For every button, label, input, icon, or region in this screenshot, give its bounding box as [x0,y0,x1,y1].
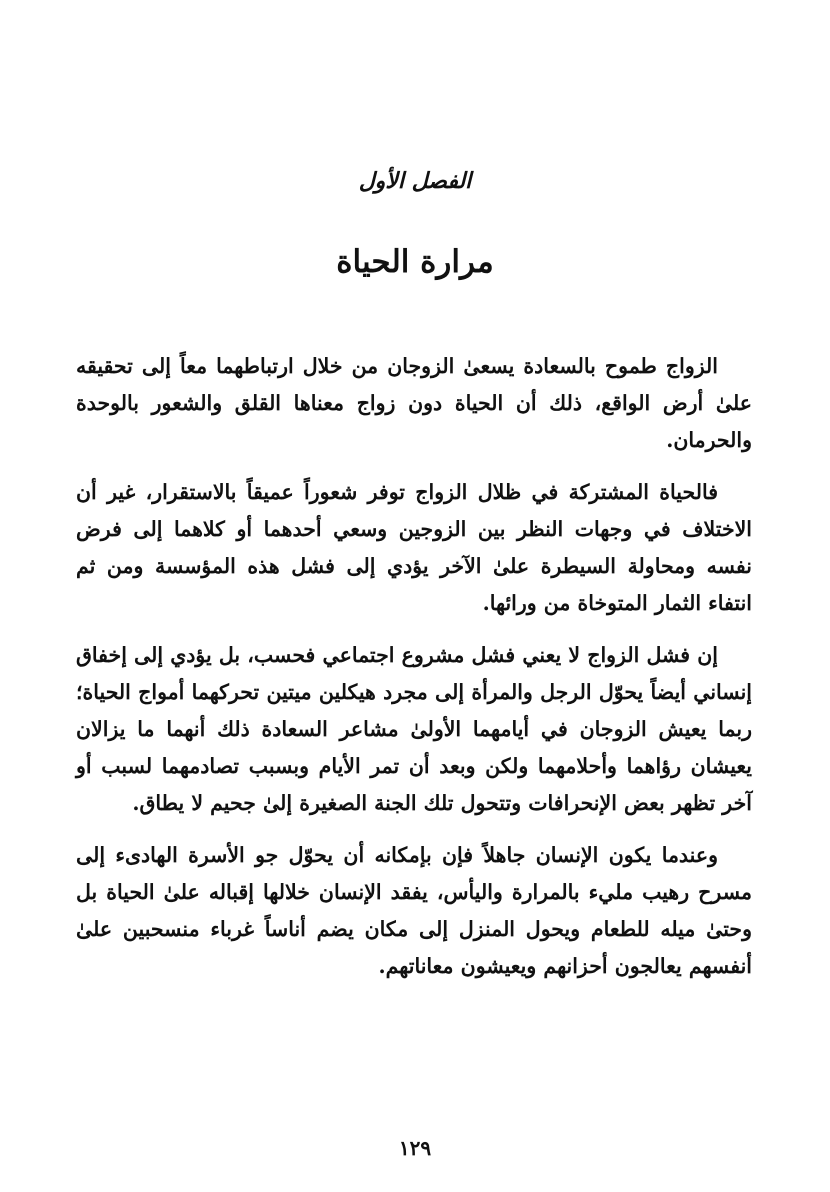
page-number: ١٢٩ [398,1136,432,1160]
chapter-title: مرارة الحياة [336,244,494,280]
paragraph-3: إن فشل الزواج لا يعني فشل مشروع اجتماعي فحسب، بل يؤدي إلى إخفاق إنساني أيضاً يحوّل الرجل والمرأة إلى مجرد هيكلين ميتين تحركهما أمواج الحياة؛ ربما يعيش الزوجان في أيامهما الأولىٰ مشاعر السعادة ذلك أنهما ما يزالان يعيشان رؤاهما وأحلامهما ولكن وبعد أن تمر الأيام وبسبب تصادمهما لسبب أو آخر تظهر بعض الإنحرافات وتتحول تلك الجنة الصغيرة إلىٰ جحيم لا يطاق. [76,643,752,815]
paragraph-2: فالحياة المشتركة في ظلال الزواج توفر شعوراً عميقاً بالاستقرار، غير أن الاختلاف في وجهات النظر بين الزوجين وسعي أحدهما أو كلاهما إلى فرض نفسه ومحاولة السيطرة علىٰ الآخر يؤدي إلى فشل هذه المؤسسة ومن ثم انتفاء الثمار المتوخاة من ورائها. [76,480,752,615]
chapter-label: الفصل الأول [358,168,472,194]
body-text [76,348,752,1000]
paragraph-4: وعندما يكون الإنسان جاهلاً فإن بإمكانه أن يحوّل جو الأسرة الهادىء إلى مسرح رهيب مليء بالمرارة واليأس، يفقد الإنسان خلالها إقباله علىٰ الحياة بل وحتىٰ ميله للطعام ويحول المنزل إلى مكان يضم أناساً غرباء منسحبين علىٰ أنفسهم يعالجون أحزانهم ويعيشون معاناتهم. [76,843,752,978]
paragraph-1: الزواج طموح بالسعادة يسعىٰ الزوجان من خلال ارتباطهما معاً إلى تحقيقه علىٰ أرض الواقع، ذلك أن الحياة دون زواج معناها القلق والشعور بالوحدة والحرمان. [76,354,752,452]
